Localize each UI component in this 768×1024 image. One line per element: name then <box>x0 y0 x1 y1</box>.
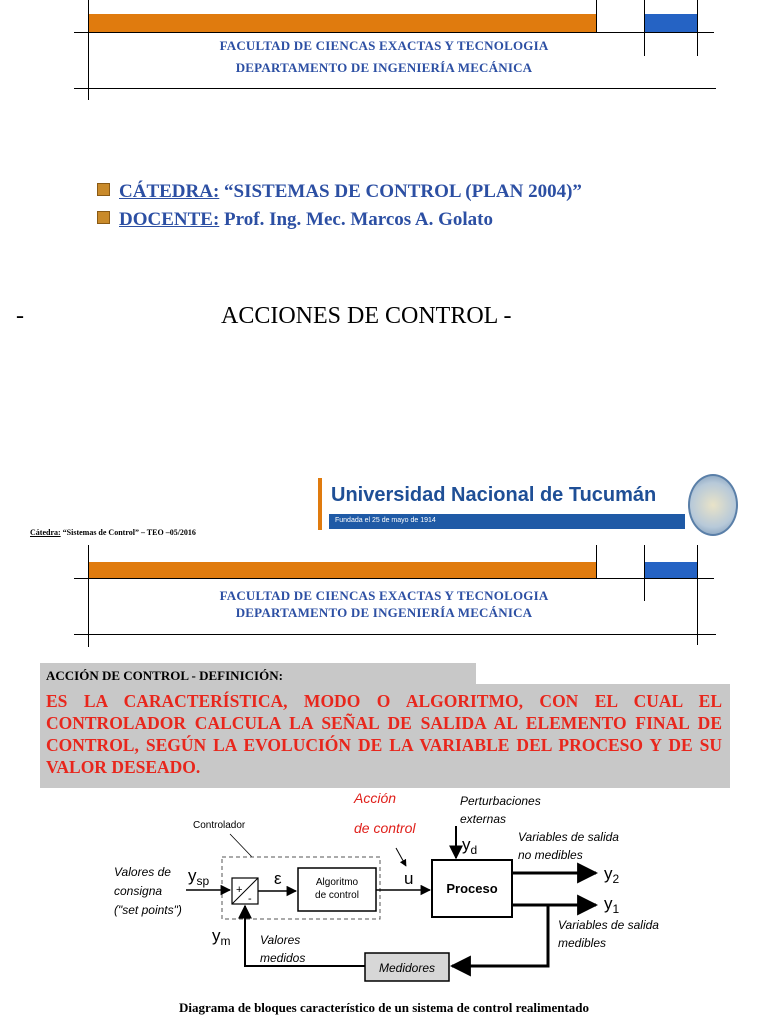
orange-bar <box>88 562 596 578</box>
y1-label: $y_1$ <box>604 894 620 916</box>
setpoint-label-2: consigna <box>114 884 163 898</box>
ysp-label: $y_{sp}$ <box>188 866 210 888</box>
definition-body: ES LA CARACTERÍSTICA, MODO O ALGORITMO, CON EL CUAL EL CONTROLADOR CALCULA LA SEÑAL DE SALIDA AL ELEMENTO FINAL DE CONTROL, SEGÚN LA EVOLUCIÓN DE LA VARIABLE DEL PROCESO Y DE SU VALOR DESEADO. <box>46 691 722 777</box>
accion-label-2: de control <box>354 820 416 836</box>
y2-label: $y_2$ <box>604 864 620 886</box>
algoritmo-label-2: de control <box>315 890 359 901</box>
title-text: ACCIONES DE CONTROL - <box>221 303 512 329</box>
salida-medibles-1: Variables de salida <box>558 918 659 932</box>
faculty-name: FACULTAD DE CIENCAS EXACTAS Y TECNOLOGIA <box>219 588 549 603</box>
department-name: DEPARTAMENTO DE INGENIERÍA MECÁNICA <box>235 605 533 620</box>
university-banner <box>315 478 685 530</box>
bullet-icon <box>97 211 110 224</box>
ym-label: $y_m$ <box>212 926 231 948</box>
university-founded-bar <box>329 514 685 529</box>
catedra-row <box>97 181 582 203</box>
blue-block <box>644 562 698 578</box>
catedra-value: “SISTEMAS DE CONTROL (PLAN 2004)” <box>224 181 582 202</box>
diagram-caption: Diagrama de bloques característico de un sistema de control realimentado <box>178 1000 590 1015</box>
university-name: Universidad Nacional de Tucumán <box>331 484 657 506</box>
salida-medibles-2: medibles <box>558 936 607 950</box>
svg-text:+: + <box>236 884 243 896</box>
university-seal-icon <box>688 474 738 536</box>
perturb-label-2: externas <box>460 812 507 826</box>
proceso-label: Proceso <box>446 881 498 896</box>
block-diagram <box>0 786 768 996</box>
controlador-label: Controlador <box>193 820 246 831</box>
course-ref-value: “Sistemas de Control” – TEO –05/2016 <box>62 528 196 537</box>
medidos-label-2: medidos <box>260 951 306 965</box>
docente-row <box>97 209 493 231</box>
faculty-name: FACULTAD DE CIENCAS EXACTAS Y TECNOLOGIA <box>219 38 549 53</box>
perturb-label-1: Perturbaciones <box>460 794 541 808</box>
title-dash: - <box>16 303 24 329</box>
definition-heading-box <box>40 663 476 685</box>
course-reference <box>30 528 196 537</box>
docente-label: DOCENTE: <box>119 209 220 230</box>
svg-text:-: - <box>248 893 252 905</box>
medidores-label: Medidores <box>378 961 436 975</box>
university-founded: Fundada el 25 de mayo de 1914 <box>335 517 436 524</box>
epsilon-label: ε <box>274 869 282 888</box>
course-ref-label: Cátedra: <box>30 528 61 537</box>
catedra-label: CÁTEDRA: <box>119 181 220 202</box>
medidos-label-1: Valores <box>260 933 301 947</box>
yd-label: $y_d$ <box>462 835 478 857</box>
setpoint-label-1: Valores de <box>114 865 171 879</box>
orange-bar <box>88 14 596 32</box>
salida-no-medibles-2: no medibles <box>518 848 583 862</box>
setpoint-label-3: ("set points") <box>114 903 182 917</box>
definition-body-box <box>40 684 730 788</box>
salida-no-medibles-1: Variables de salida <box>518 830 619 844</box>
definition-heading: ACCIÓN DE CONTROL - DEFINICIÓN: <box>46 668 283 683</box>
department-name: DEPARTAMENTO DE INGENIERÍA MECÁNICA <box>235 60 533 75</box>
algoritmo-label-1: Algoritmo <box>315 877 359 888</box>
blue-block <box>644 14 698 32</box>
u-label: u <box>404 869 414 888</box>
docente-value: Prof. Ing. Mec. Marcos A. Golato <box>224 209 493 230</box>
bullet-icon <box>97 183 110 196</box>
accion-label-1: Acción <box>354 790 397 806</box>
